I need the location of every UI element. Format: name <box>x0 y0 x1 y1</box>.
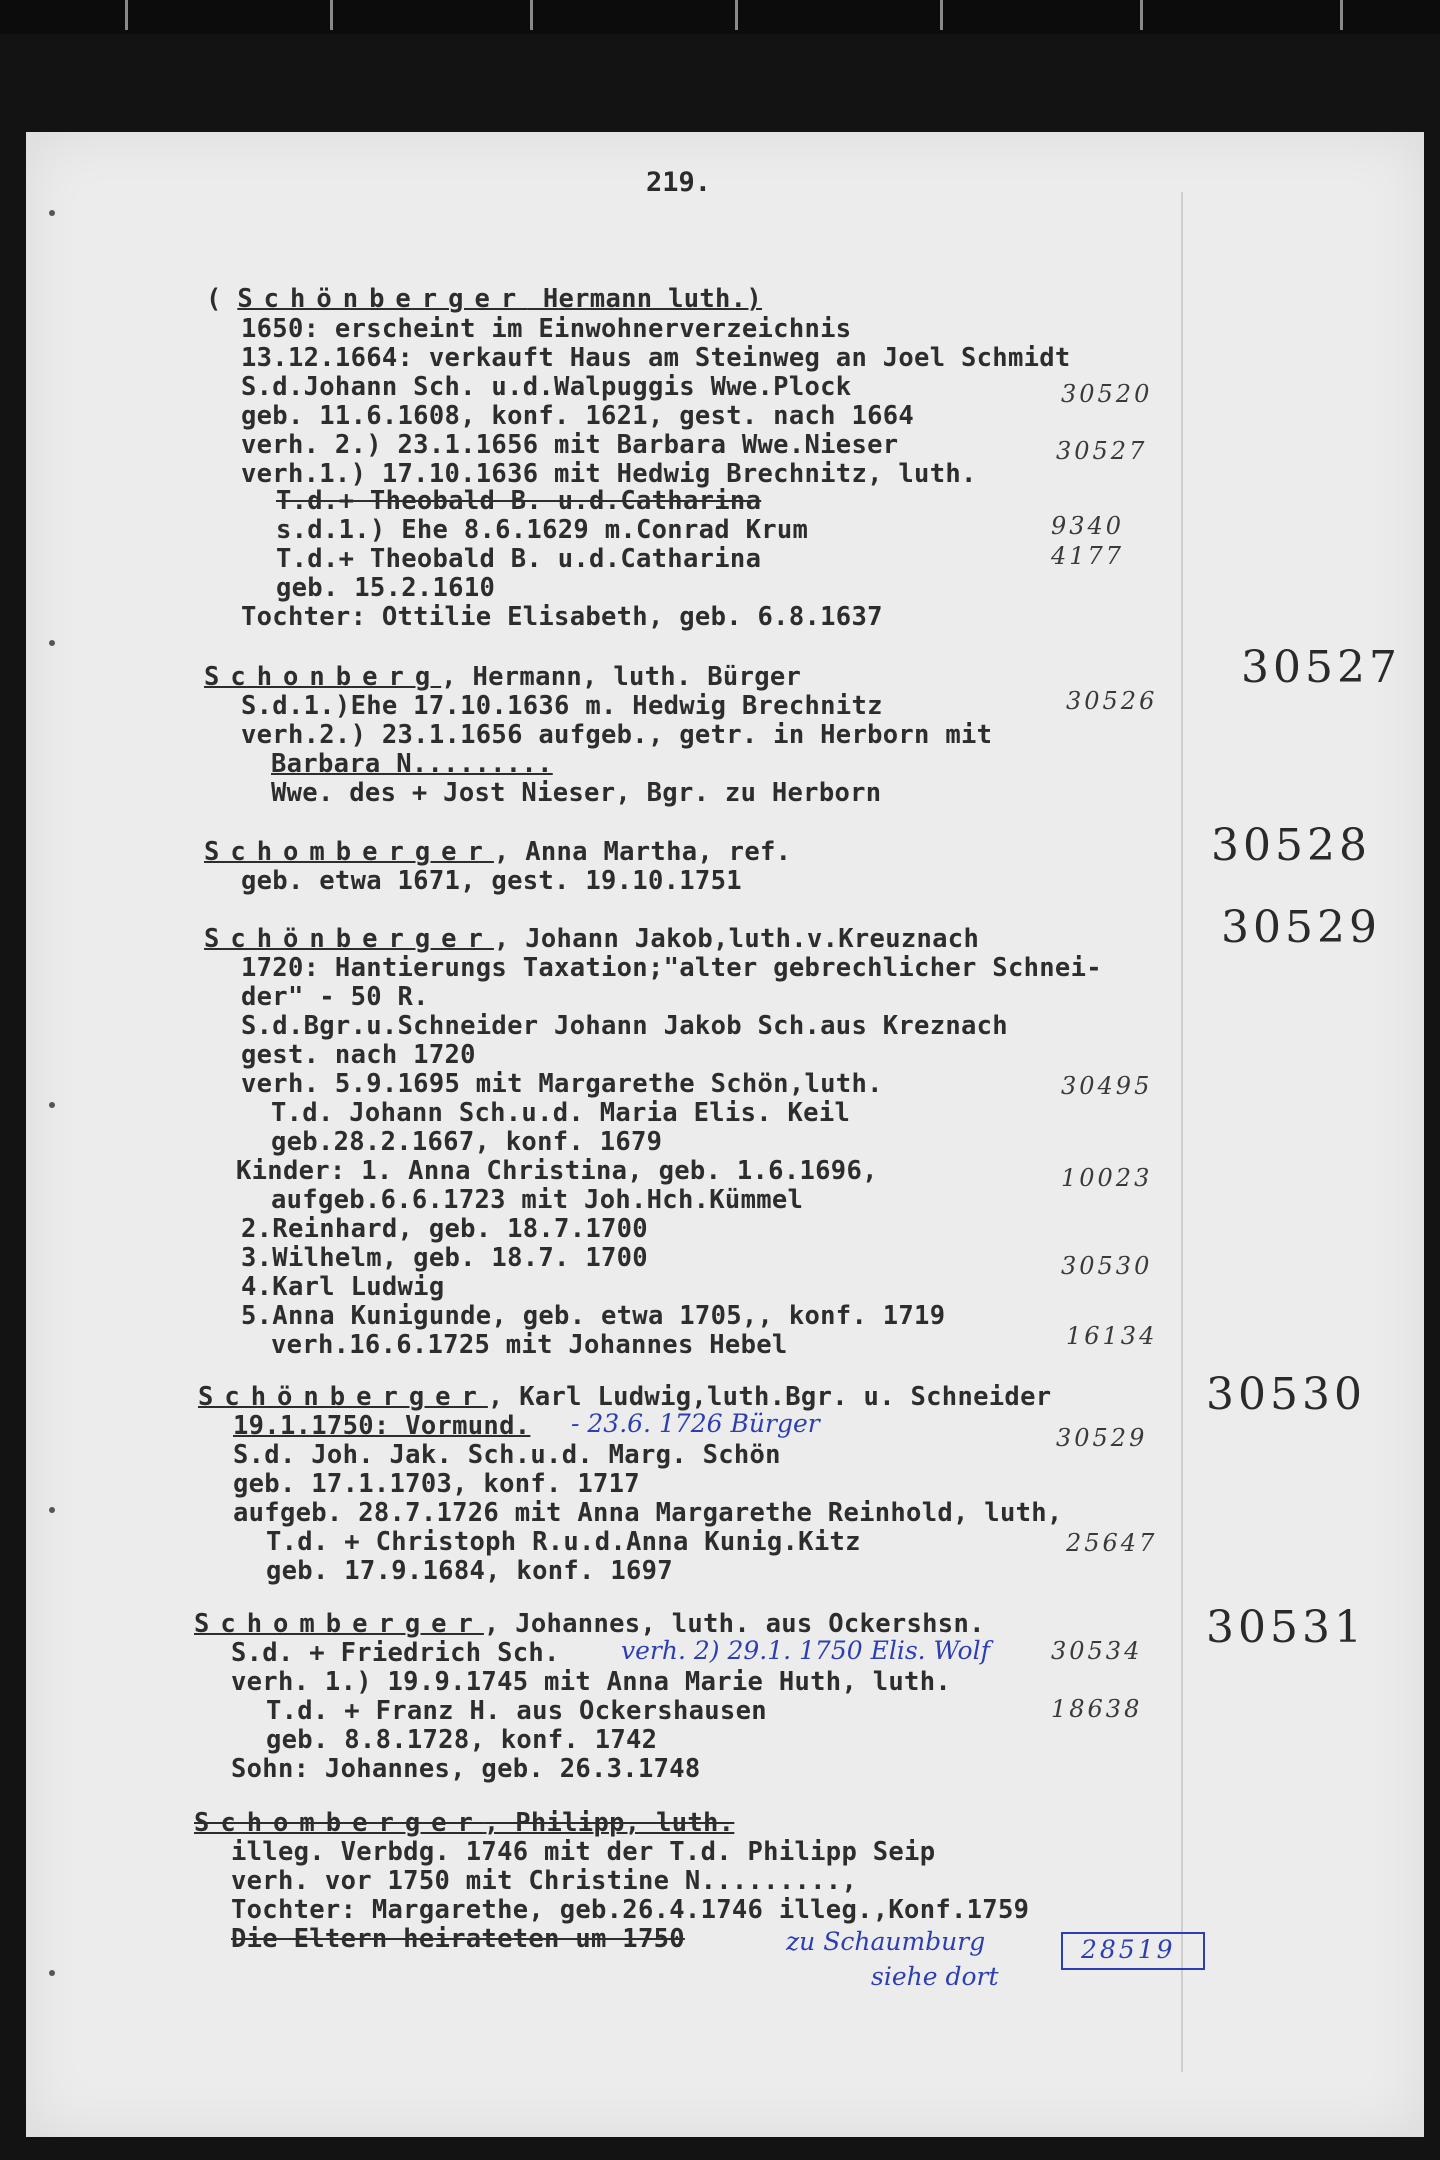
entry-line: 5.Anna Kunigunde, geb. etwa 1705,, konf. 1719 <box>241 1301 946 1331</box>
entry-line: Wwe. des + Jost Nieser, Bgr. zu Herborn <box>271 778 882 808</box>
punch-hole <box>49 210 55 216</box>
index-card <box>26 132 1424 2137</box>
punch-hole <box>49 640 55 646</box>
reference-note: 4177 <box>1051 542 1125 570</box>
entry-line: 13.12.1664: verkauft Haus am Steinweg an Joel Schmidt <box>241 343 1071 373</box>
reference-note: 30495 <box>1061 1072 1153 1100</box>
entry-line: aufgeb. 28.7.1726 mit Anna Margarethe Reinhold, luth, <box>233 1498 1063 1528</box>
handwritten-note: zu Schaumburg <box>786 1927 986 1956</box>
entry-line: Sohn: Johannes, geb. 26.3.1748 <box>231 1754 701 1784</box>
surname: Schomberger <box>204 837 494 867</box>
page-number: 219. <box>646 167 712 198</box>
entry-heading: ( Schönberger Hermann luth.) <box>206 284 762 314</box>
film-strip <box>0 0 1440 34</box>
entry-line: 1650: erscheint im Einwohnerverzeichnis <box>241 314 852 344</box>
surname: Schönberger <box>198 1382 488 1412</box>
entry-line: 3.Wilhelm, geb. 18.7. 1700 <box>241 1243 648 1273</box>
entry-line: verh.2.) 23.1.1656 aufgeb., getr. in Herborn mit <box>241 720 993 750</box>
entry-line: verh. 5.9.1695 mit Margarethe Schön,luth. <box>241 1069 883 1099</box>
entry-heading: Schomberger, Johannes, luth. aus Ockershsn. <box>194 1609 985 1639</box>
surname: Schönberger <box>204 924 494 954</box>
punch-hole <box>49 1102 55 1108</box>
entry-heading: Schomberger, Anna Martha, ref. <box>204 837 792 867</box>
entry-line: S.d.1.)Ehe 17.10.1636 m. Hedwig Brechnitz <box>241 691 883 721</box>
entry-line: S.d. + Friedrich Sch. <box>231 1638 560 1668</box>
struck-line: Die Eltern heirateten um 1750 <box>231 1924 685 1954</box>
reference-note: 30527 <box>1056 437 1148 465</box>
entry-line: der" - 50 R. <box>241 982 429 1012</box>
entry-heading: Schönberger, Johann Jakob,luth.v.Kreuznach <box>204 924 980 954</box>
reference-note: 18638 <box>1051 1695 1143 1723</box>
surname: Schomberger <box>194 1808 484 1838</box>
handwritten-note: siehe dort <box>871 1962 999 1991</box>
surname: Schonberg <box>204 662 442 692</box>
reference-note: 25647 <box>1066 1529 1158 1557</box>
entry-line: Barbara N......... <box>271 749 553 779</box>
reference-note: 30529 <box>1056 1424 1148 1452</box>
entry-line: verh. 2.) 23.1.1656 mit Barbara Wwe.Nieser <box>241 430 899 460</box>
reference-note: 30526 <box>1066 687 1158 715</box>
punch-hole <box>49 1507 55 1513</box>
entry-line: verh. 1.) 19.9.1745 mit Anna Marie Huth, luth. <box>231 1667 952 1697</box>
entry-line: T.d. + Franz H. aus Ockershausen <box>266 1696 767 1726</box>
entry-line: geb. etwa 1671, gest. 19.10.1751 <box>241 866 742 896</box>
entry-heading: Schönberger, Karl Ludwig,luth.Bgr. u. Schneider <box>198 1382 1052 1412</box>
entry-line: T.d. + Christoph R.u.d.Anna Kunig.Kitz <box>266 1527 861 1557</box>
entry-line: geb. 8.8.1728, konf. 1742 <box>266 1725 658 1755</box>
entry-number: 30529 <box>1221 902 1381 953</box>
reference-note: 30520 <box>1061 380 1153 408</box>
entry-number: 30531 <box>1206 1602 1366 1653</box>
entry-number: 30530 <box>1206 1369 1366 1420</box>
entry-line: Tochter: Ottilie Elisabeth, geb. 6.8.1637 <box>241 602 883 632</box>
entry-line: 4.Karl Ludwig <box>241 1272 445 1302</box>
entry-line: 2.Reinhard, geb. 18.7.1700 <box>241 1214 648 1244</box>
entry-line: Tochter: Margarethe, geb.26.4.1746 illeg.,Konf.1759 <box>231 1895 1030 1925</box>
entry-line: geb. 17.1.1703, konf. 1717 <box>233 1469 640 1499</box>
reference-note: 10023 <box>1061 1164 1153 1192</box>
entry-line: geb. 11.6.1608, konf. 1621, gest. nach 1664 <box>241 401 915 431</box>
surname: Schönberger <box>237 284 528 314</box>
entry-line: T.d. Johann Sch.u.d. Maria Elis. Keil <box>271 1098 851 1128</box>
entry-line: s.d.1.) Ehe 8.6.1629 m.Conrad Krum <box>276 515 809 545</box>
handwritten-note: verh. 2) 29.1. 1750 Elis. Wolf <box>621 1636 990 1665</box>
reference-note: 30530 <box>1061 1252 1153 1280</box>
surname: Schomberger <box>194 1609 484 1639</box>
entry-line: 19.1.1750: Vormund. <box>233 1411 531 1441</box>
entry-line: verh.16.6.1725 mit Johannes Hebel <box>271 1330 788 1360</box>
entry-line: geb. 17.9.1684, konf. 1697 <box>266 1556 673 1586</box>
reference-note: 30534 <box>1051 1637 1143 1665</box>
entry-line: S.d. Joh. Jak. Sch.u.d. Marg. Schön <box>233 1440 781 1470</box>
reference-note: 16134 <box>1066 1322 1158 1350</box>
margin-line <box>1181 192 1183 2072</box>
entry-line: 1720: Hantierungs Taxation;"alter gebrechlicher Schnei- <box>241 953 1102 983</box>
entry-number: 30527 <box>1241 642 1401 693</box>
entry-line: verh.1.) 17.10.1636 mit Hedwig Brechnitz, luth. <box>241 459 977 489</box>
entry-number: 30528 <box>1211 820 1371 871</box>
entry-line: geb. 15.2.1610 <box>276 573 496 603</box>
entry-line: S.d.Johann Sch. u.d.Walpuggis Wwe.Plock <box>241 372 852 402</box>
entry-line: gest. nach 1720 <box>241 1040 476 1070</box>
handwritten-note: - 23.6. 1726 Bürger <box>571 1409 820 1438</box>
entry-line: Kinder: 1. Anna Christina, geb. 1.6.1696, <box>236 1156 878 1186</box>
entry-line: verh. vor 1750 mit Christine N........., <box>231 1866 858 1896</box>
punch-hole <box>49 1970 55 1976</box>
struck-line: T.d.+ Theobald B. u.d.Catharina <box>276 486 762 516</box>
entry-line: illeg. Verbdg. 1746 mit der T.d. Philipp Seip <box>231 1837 936 1867</box>
reference-note: 9340 <box>1051 512 1125 540</box>
entry-heading: Schonberg, Hermann, luth. Bürger <box>204 662 802 692</box>
entry-line: S.d.Bgr.u.Schneider Johann Jakob Sch.aus Kreznach <box>241 1011 1008 1041</box>
entry-line: aufgeb.6.6.1723 mit Joh.Hch.Kümmel <box>271 1185 804 1215</box>
entry-line: geb.28.2.1667, konf. 1679 <box>271 1127 663 1157</box>
boxed-reference-number: 28519 <box>1081 1935 1176 1964</box>
entry-heading: Schomberger, Philipp, luth. <box>194 1808 735 1838</box>
entry-line: T.d.+ Theobald B. u.d.Catharina <box>276 544 762 574</box>
